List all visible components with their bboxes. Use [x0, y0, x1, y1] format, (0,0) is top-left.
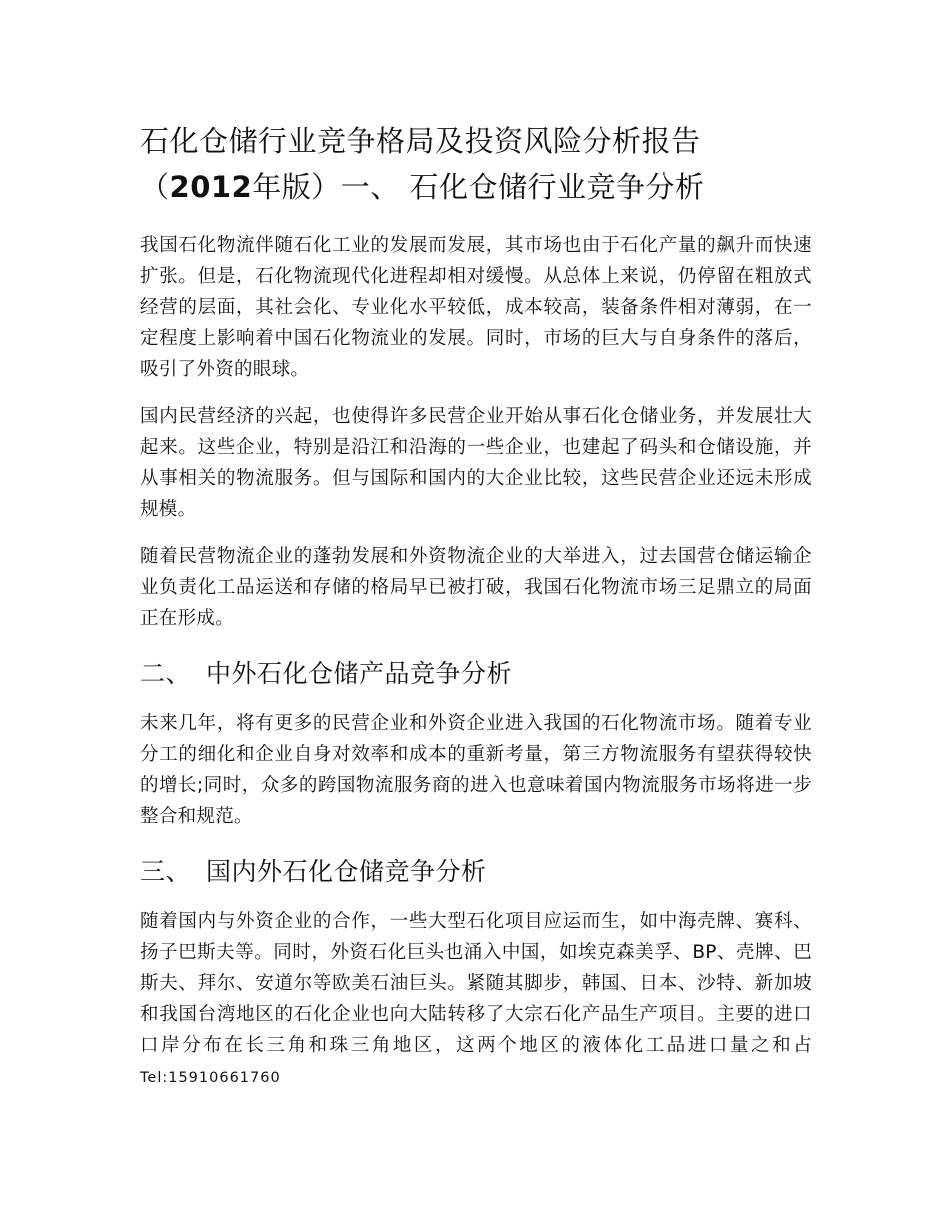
document-page — [140, 118, 812, 1110]
paragraph-4: 未来几年，将有更多的民营企业和外资企业进入我国的石化物流市场。随着专业分工的细化和企业自身对效率和成本的重新考量，第三方物流服务有望获得较快的增长;同时，众多的跨国物流服务商的进入也意味着国内物流服务市场将进一步整合和规范。 — [140, 713, 812, 827]
section-3-number: 三、 — [140, 857, 192, 886]
document-title — [140, 118, 812, 210]
section-2-number: 二、 — [140, 659, 192, 688]
section-3-heading — [140, 852, 812, 892]
section-3-title: 国内外石化仓储竞争分析 — [206, 857, 487, 886]
paragraph-3: 随着民营物流企业的蓬勃发展和外资物流企业的大举进入，过去国营仓储运输企业负责化工品运送和存储的格局早已被打破，我国石化物流市场三足鼎立的局面正在形成。 — [140, 546, 812, 629]
paragraph-5 — [140, 906, 812, 1094]
telephone-number: Tel:15910661760 — [140, 1070, 281, 1086]
title-paren-open: （ — [140, 170, 170, 204]
title-line-1: 石化仓储行业竞争格局及投资风险分析报告 — [140, 124, 701, 158]
section-2-title: 中外石化仓储产品竞争分析 — [206, 659, 513, 688]
paragraph-2: 国内民营经济的兴起，也使得许多民营企业开始从事石化仓储业务，并发展壮大起来。这些企业，特别是沿江和沿海的一些企业，也建起了码头和仓储设施，并从事相关的物流服务。但与国际和国内的大企业比较，这些民营企业还远未形成规模。 — [140, 406, 812, 520]
paragraph-5-text: 随着国内与外资企业的合作，一些大型石化项目应运而生，如中海壳牌、赛科、扬子巴斯夫等。同时，外资石化巨头也涌入中国，如埃克森美孚、BP、壳牌、巴斯夫、拜尔、安道尔等欧美石油巨头。紧随其脚步，韩国、日本、沙特、新加坡和我国台湾地区的石化企业也向大陆转移了大宗石化产品生产项目。主要的进口口岸分布在长三角和珠三角地区，这两个地区的液体化工品进口量之和占 — [140, 911, 812, 1056]
paragraph-1: 我国石化物流伴随石化工业的发展而发展，其市场也由于石化产量的飙升而快速扩张。但是，石化物流现代化进程却相对缓慢。从总体上来说，仍停留在粗放式经营的层面，其社会化、专业化水平较低，成本较高，装备条件相对薄弱，在一定程度上影响着中国石化物流业的发展。同时，市场的巨大与自身条件的落后，吸引了外资的眼球。 — [140, 235, 812, 380]
title-rest: 年版）一、 石化仓储行业竞争分析 — [252, 170, 705, 204]
section-2-heading — [140, 654, 812, 694]
title-year: 2012 — [169, 170, 253, 204]
